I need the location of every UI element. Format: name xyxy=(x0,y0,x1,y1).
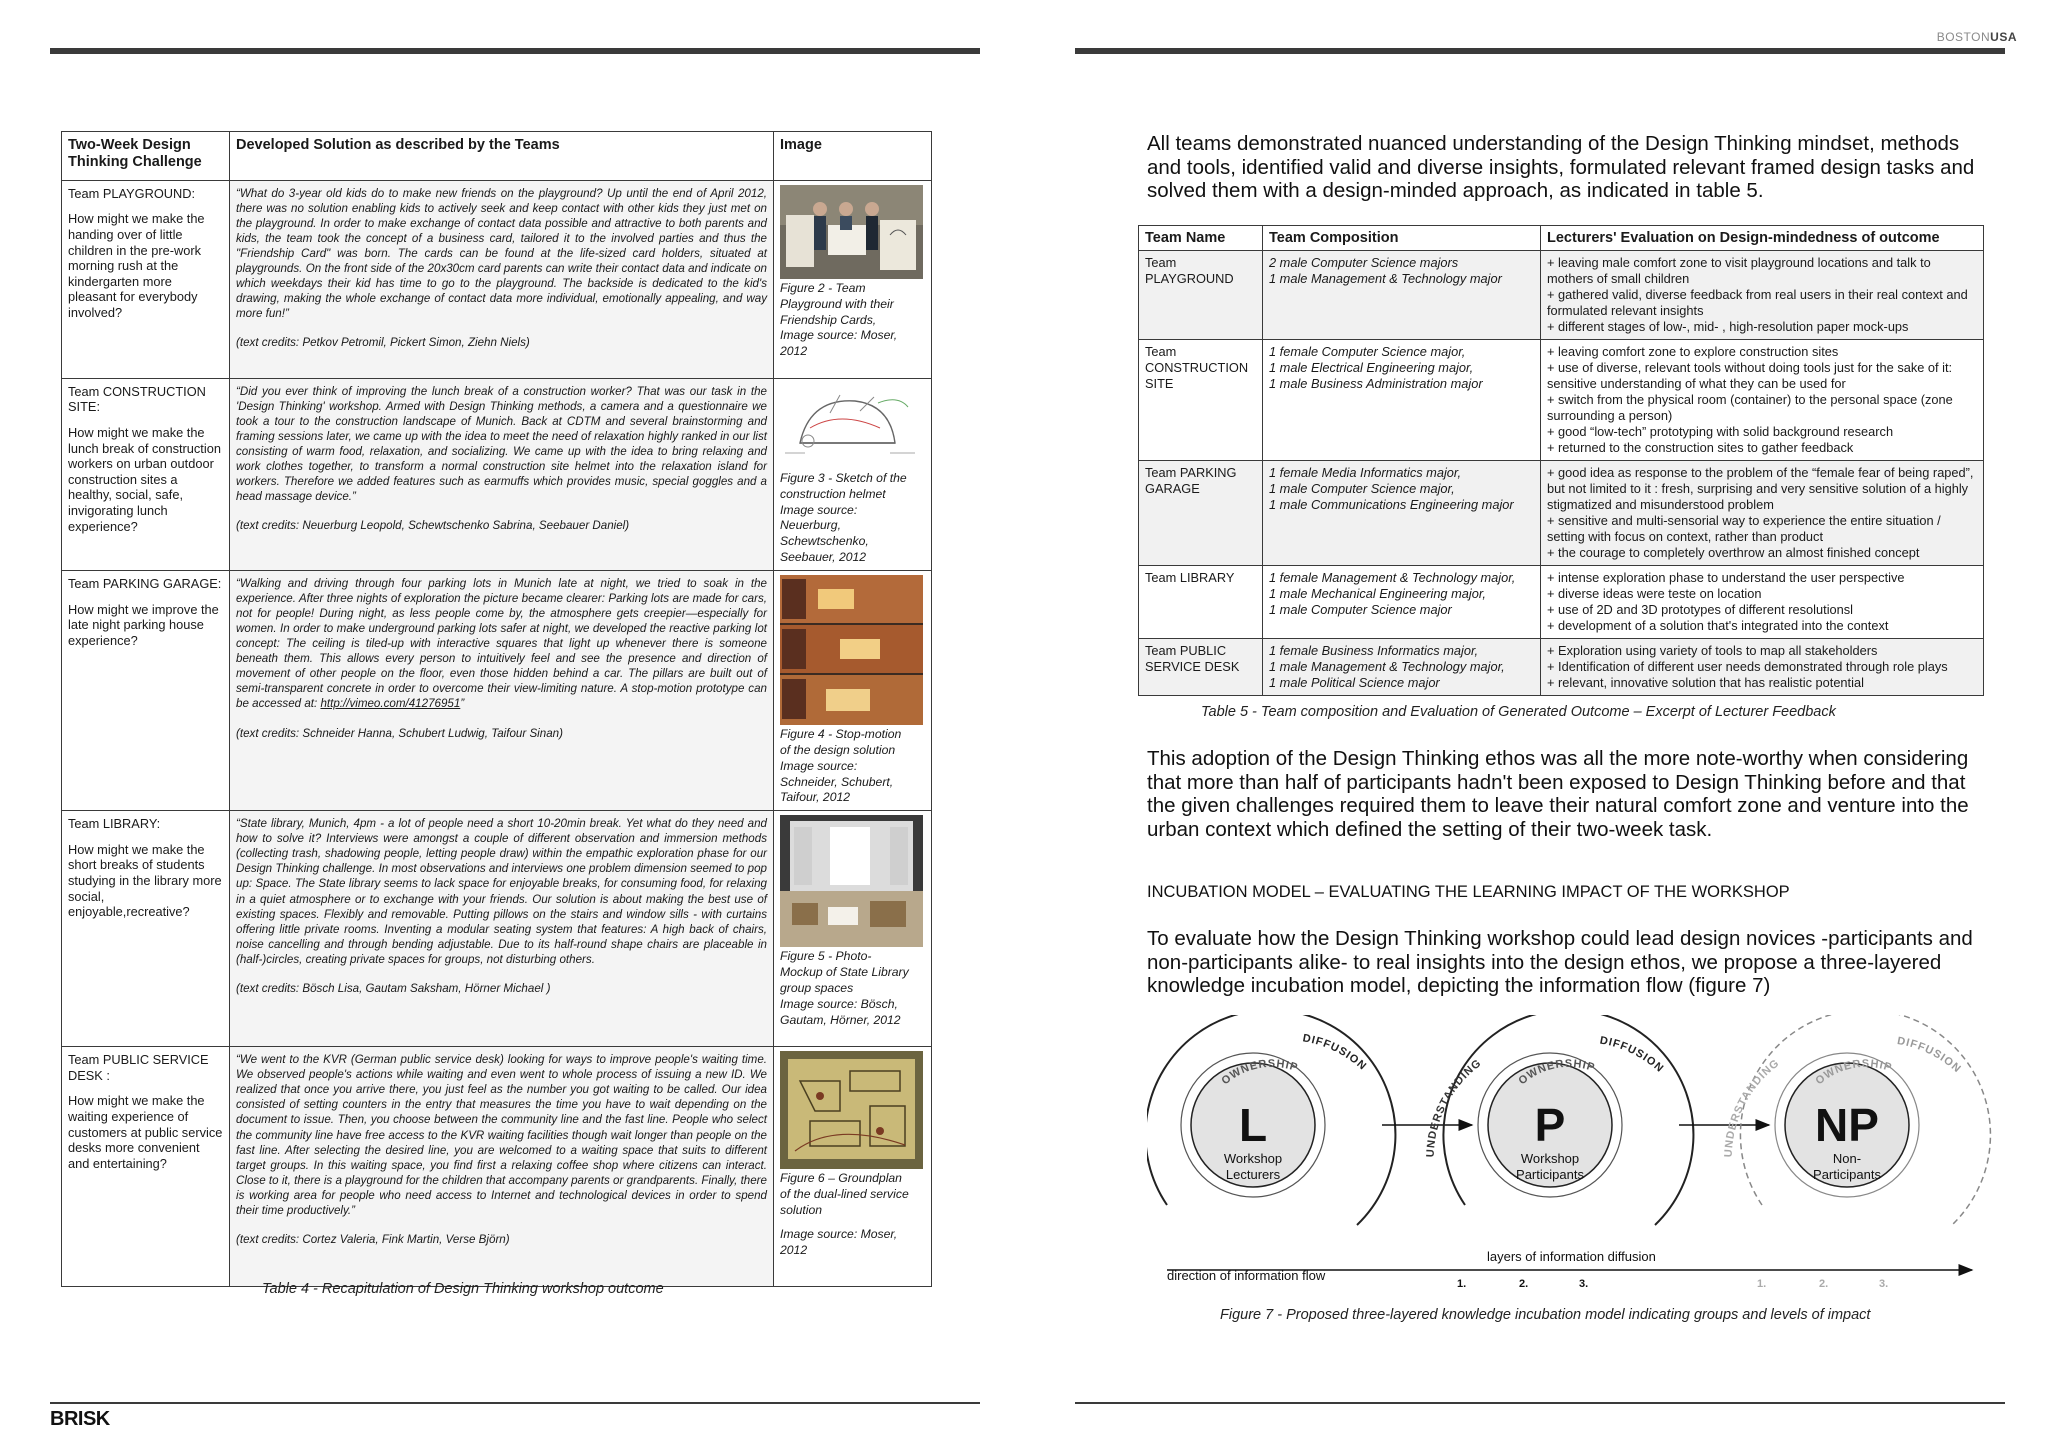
top-rule xyxy=(1075,48,2005,54)
svg-text:2.: 2. xyxy=(1519,1278,1529,1290)
left-page xyxy=(0,0,1000,1448)
solution-cell xyxy=(230,180,774,378)
table-row xyxy=(1139,460,1984,565)
top-rule xyxy=(50,48,980,54)
challenge-cell xyxy=(62,570,230,810)
challenge-question: How might we make the lunch break of construction workers on urban outdoor construction sites a healthy, social, safe, invigorating lunch experience? xyxy=(68,425,221,534)
helmet-sketch-icon xyxy=(780,383,923,465)
svg-text:Workshop: Workshop xyxy=(1520,1151,1580,1166)
evaluation-cell: + leaving male comfort zone to visit playground locations and talk to mothers of small children + gathered valid, diverse feedback from real users in their real context and formulated relevant insights + different stages of low-, mid- , high-resolution paper mock-ups xyxy=(1541,251,1984,340)
svg-text:Participants: Participants xyxy=(1516,1167,1584,1182)
direction-label: direction of information flow xyxy=(1167,1268,1326,1283)
table-4 xyxy=(61,131,932,1287)
team-name-cell: Team PARKING GARAGE xyxy=(1139,460,1263,565)
figure-caption: Figure 4 - Stop-motion of the design solution Image source: Schneider, Schubert, Taifour, 2012 xyxy=(780,726,902,805)
team-photo-icon xyxy=(780,185,923,279)
evaluation-paragraph: To evaluate how the Design Thinking workshop could lead design novices -participants and non-participants alike- to real insights into the design ethos, we propose a three-layered knowledge incubation model, depicting the information flow (figure 7) xyxy=(1147,927,1973,998)
svg-text:OWNERSHIP: OWNERSHIP xyxy=(1516,1057,1597,1088)
challenge-question: How might we make the waiting experience of customers at public service desks more convenient and entertaining? xyxy=(68,1093,223,1171)
composition-cell: 2 male Computer Science majors 1 male Management & Technology major xyxy=(1263,251,1541,340)
table-row xyxy=(62,811,932,1047)
table-header-row xyxy=(62,132,932,181)
header-solution: Developed Solution as described by the Teams xyxy=(230,132,774,181)
header-challenge: Two-Week Design Thinking Challenge xyxy=(62,132,230,181)
table-row xyxy=(62,570,932,810)
layer-numbers xyxy=(1457,1278,1588,1290)
svg-text:OWNERSHIP: OWNERSHIP xyxy=(1813,1057,1894,1088)
header-image: Image xyxy=(774,132,932,181)
table-row xyxy=(62,1047,932,1287)
layers-label: layers of information diffusion xyxy=(1487,1249,1656,1264)
table-row xyxy=(1139,638,1984,695)
header-lecturer-evaluation: Lecturers' Evaluation on Design-mindedness of outcome xyxy=(1541,226,1984,251)
image-cell xyxy=(774,1047,932,1287)
stop-motion-frames-icon xyxy=(780,575,923,725)
svg-text:1.: 1. xyxy=(1457,1278,1467,1290)
bottom-rule xyxy=(1075,1402,2005,1404)
solution-text: “We went to the KVR (German public service desk) looking for ways to improve people's waiting time. We observed people's actions while waiting and even went to whole process of issuing a new ID. We realized that once you arrive there, you just feel as the number you got waiting to be called. Our idea consisted of setting counters in the entry that measures the time you have to wait depending on the document to issue. Then, you choose between the community line and the fast line. People who select the community line have free access to the KVR waiting facilities though wait longer than people on the fast line. After selecting the desired line, you are welcomed to a waiting space that suits to different target groups. In this waiting space, you find first a relaxing coffee shop where citizens can interact. Close to it, there is a playground for the children that accompany parents or grandparents. Finally, there is working area for people who need access to Internet and technological devices in order to spend their time productively.” xyxy=(236,1053,767,1217)
image-cell xyxy=(774,570,932,810)
svg-text:1.: 1. xyxy=(1757,1278,1767,1290)
figure-caption: Figure 3 - Sketch of the construction helmet Image source: Neuerburg, Schewtschenko, Seebauer, 2012 xyxy=(780,470,907,565)
team-name: Team PARKING GARAGE: xyxy=(68,575,222,591)
text-credit: (text credits: Neuerburg Leopold, Schewtschenko Sabrina, Seebauer Daniel) xyxy=(236,519,630,533)
solution-cell xyxy=(230,570,774,810)
table-5 xyxy=(1138,225,1984,696)
table-row xyxy=(62,180,932,378)
challenge-cell xyxy=(62,811,230,1047)
team-name-cell: Team CONSTRUCTION SITE xyxy=(1139,339,1263,460)
solution-cell xyxy=(230,378,774,570)
challenge-cell xyxy=(62,180,230,378)
challenge-cell xyxy=(62,378,230,570)
header-brand: BOSTONUSA xyxy=(1936,30,2017,44)
svg-text:3.: 3. xyxy=(1579,1278,1589,1290)
team-name-cell: Team PLAYGROUND xyxy=(1139,251,1263,340)
incubation-model-diagram xyxy=(1147,1015,1997,1305)
layer-numbers-np xyxy=(1757,1278,1888,1290)
table-5-caption: Table 5 - Team composition and Evaluation of Generated Outcome – Excerpt of Lecturer Feedback xyxy=(1201,704,1836,720)
svg-text:2.: 2. xyxy=(1819,1278,1829,1290)
node-participants xyxy=(1425,1015,1694,1225)
evaluation-cell: + good idea as response to the problem of the “female fear of being raped”, but not limited to it : fresh, surprising and very sensitive solution of a highly stigmatized and misunderstood problem + sensitive and multi-sensorial way to experience the entire situation / setting with focus on context, rather than product + the courage to completely overthrow an almost finished concept xyxy=(1541,460,1984,565)
node-lecturers xyxy=(1147,1015,1395,1225)
svg-text:Workshop: Workshop xyxy=(1223,1151,1283,1166)
section-heading: INCUBATION MODEL – EVALUATING THE LEARNING IMPACT OF THE WORKSHOP xyxy=(1147,883,1790,901)
solution-text: “State library, Munich, 4pm - a lot of people need a short 10-20min break. Yet what do they need and how to solve it? Interviews were amongst a couple of different observation and immersion methods (collecting trash, shadowing people, letting people draw) within the empathic exploration phase for our Design Thinking challenge. In most observations and interviews one problem dimension seemed to pop up: Space. The State library seems to lack space for enjoyable breaks, for consuming food, for relaxing in a quiet atmosphere or to exchange with your friends. Our solution is about making the best use of existing spaces. Flexibly and removable. Putting pillows on the stairs and window sills - with curtains offering little private rooms. Inventing a modular seating system that features: A high back of chairs, noise cancelling and through bending adjustable. Due to its half-round shape chairs are placeable in (half-)circles, creating private spaces for groups, not disturbing others. xyxy=(236,817,767,966)
image-cell xyxy=(774,378,932,570)
team-name: Team LIBRARY: xyxy=(68,816,161,832)
svg-text:3.: 3. xyxy=(1879,1278,1889,1290)
table-header-row xyxy=(1139,226,1984,251)
figure-7-caption: Figure 7 - Proposed three-layered knowledge incubation model indicating groups and levels of impact xyxy=(1220,1307,1871,1323)
solution-text: “What do 3-year old kids do to make new friends on the playground? Up until the end of April 2012, there was no solution enabling kids to actively seek and keep contact with other kids they just met on the playground. In order to make exchange of contact data possible and attractive to both parents and kids, the team took the concept of a business card, tailored it to the involved parties and thus the "Friendship Card" was born. The cards can be found at the life-sized card holders, situated at playgrounds. On the front side of the 20x30cm card parents can write their contact data and indicate on which weekdays their kid has time to go to the playground. The backside is dedicated to the kid's drawing, making the whole exchange of contact data more individual, emotionally appealing, and way more fun!” xyxy=(236,186,767,321)
composition-cell: 1 female Business Informatics major, 1 male Management & Technology major, 1 male Political Science major xyxy=(1263,638,1541,695)
text-credit: (text credits: Bösch Lisa, Gautam Saksham, Hörner Michael ) xyxy=(236,981,551,995)
team-name: Team CONSTRUCTION SITE: xyxy=(68,383,206,415)
challenge-question: How might we make the short breaks of students studying in the library more social, enjoyable,recreative? xyxy=(68,841,222,920)
node-letter: L xyxy=(1238,1099,1268,1151)
solution-cell xyxy=(230,811,774,1047)
intro-paragraph: All teams demonstrated nuanced understanding of the Design Thinking mindset, methods and tools, identified valid and diverse insights, formulated relevant framed design tasks and solved them with a design-minded approach, as indicated in table 5. xyxy=(1147,132,1975,203)
solution-cell xyxy=(230,1047,774,1287)
svg-text:Lecturers: Lecturers xyxy=(1225,1167,1281,1182)
table-4-caption: Table 4 - Recapitulation of Design Thinking workshop outcome xyxy=(262,1281,664,1297)
header-team-composition: Team Composition xyxy=(1263,226,1541,251)
svg-text:Participants: Participants xyxy=(1813,1167,1881,1182)
table-row xyxy=(1139,251,1984,340)
team-name-cell: Team LIBRARY xyxy=(1139,565,1263,638)
library-mockup-icon xyxy=(780,815,923,947)
figure-caption: Figure 5 - Photo- Mockup of State Library group spaces Image source: Bösch, Gautam, Hörner, 2012 xyxy=(780,949,909,1027)
figure-caption: Figure 2 - Team Playground with their Friendship Cards, Image source: Moser, 2012 xyxy=(780,280,898,359)
team-name: Team PUBLIC SERVICE DESK : xyxy=(68,1052,209,1083)
adoption-paragraph: This adoption of the Design Thinking ethos was all the more note-worthy when considering that more than half of participants hadn't been exposed to Design Thinking before and that the given challenges required them to leave their natural comfort zone and venture into the urban context which defined the setting of their two-week task. xyxy=(1147,747,1969,841)
team-name: Team PLAYGROUND: xyxy=(68,185,196,201)
table-row xyxy=(1139,565,1984,638)
svg-text:UNDERSTANDING: UNDERSTANDING xyxy=(1424,1057,1484,1158)
image-cell xyxy=(774,180,932,378)
evaluation-cell: + Exploration using variety of tools to map all stakeholders + Identification of different user needs demonstrated through role plays + relevant, innovative solution that has realistic potential xyxy=(1541,638,1984,695)
footer-brand-logo: BRISK xyxy=(50,1408,110,1430)
composition-cell: 1 female Computer Science major, 1 male Electrical Engineering major, 1 male Business Administration major xyxy=(1263,339,1541,460)
svg-text:DIFFUSION: DIFFUSION xyxy=(1301,1032,1369,1073)
text-credit: (text credits: Cortez Valeria, Fink Martin, Verse Björn) xyxy=(236,1232,510,1246)
groundplan-icon xyxy=(780,1051,923,1169)
bottom-rule xyxy=(50,1402,980,1404)
figure-caption: Figure 6 – Groundplan of the dual-lined service solution Image source: Moser, 2012 xyxy=(780,1171,909,1257)
challenge-cell xyxy=(62,1047,230,1287)
composition-cell: 1 female Media Informatics major, 1 male Computer Science major, 1 male Communications Engineering major xyxy=(1263,460,1541,565)
table-row xyxy=(1139,339,1984,460)
svg-text:NP: NP xyxy=(1815,1099,1879,1151)
image-cell xyxy=(774,811,932,1047)
svg-text:P: P xyxy=(1534,1099,1566,1151)
header-team-name: Team Name xyxy=(1139,226,1263,251)
svg-text:Non-: Non- xyxy=(1832,1151,1862,1166)
composition-cell: 1 female Management & Technology major, 1 male Mechanical Engineering major, 1 male Computer Science major xyxy=(1263,565,1541,638)
solution-text: “Walking and driving through four parking lots in Munich late at night, we tried to soak in the experience. After three nights of exploration the picture became clearer: Parking lots are made for cars, not for people! During night, as less people come by, the atmosphere gets creepier—especially for women. In order to make underground parking lots safer at night, we developed the reactive parking lot concept: The ceiling is tiled-up with interactive squares that light up whenever there is someone beneath them. This allows every person to intuitively feel and see the presence and direction of movement of other people on the floor, even those hidden behind a car. The pillars are built out of semi-transparent concrete in order to overcome their view-limiting nature. A stop-motion prototype can be accessed at: http://vimeo.com/41276951” xyxy=(236,576,767,711)
svg-text:UNDERSTANDING: UNDERSTANDING xyxy=(1722,1057,1782,1158)
svg-text:DIFFUSION: DIFFUSION xyxy=(1598,1034,1666,1076)
evaluation-cell: + leaving comfort zone to explore construction sites + use of diverse, relevant tools without doing tools just for the sake of it: sensitive understanding of what they can be used for + switch from the physical room (container) to the personal space (zone surrounding a person) + good “low-tech” prototyping with solid background research + returned to the construction sites to gather feedback xyxy=(1541,339,1984,460)
challenge-question: How might we improve the late night parking house experience? xyxy=(68,601,219,648)
node-non-participants xyxy=(1723,1015,1991,1225)
svg-text:OWNERSHIP: OWNERSHIP xyxy=(1219,1057,1300,1088)
vimeo-link[interactable]: http://vimeo.com/41276951 xyxy=(320,697,461,711)
evaluation-cell: + intense exploration phase to understand the user perspective + diverse ideas were teste on location + use of 2D and 3D prototypes of different resolutionsl + development of a solution that's integrated into the context xyxy=(1541,565,1984,638)
table-row xyxy=(62,378,932,570)
text-credit: (text credits: Schneider Hanna, Schubert Ludwig, Taifour Sinan) xyxy=(236,726,563,740)
challenge-question: How might we make the handing over of little children in the pre-work morning rush at the kindergarten more pleasant for everybody involved? xyxy=(68,211,205,321)
text-credit: (text credits: Petkov Petromil, Pickert Simon, Ziehn Niels) xyxy=(236,336,530,350)
solution-text: “Did you ever think of improving the lunch break of a construction worker? That was our task in the 'Design Thinking' workshop. Armed with Design Thinking methods, a camera and a questionnaire we took a tour to the construction landscape of Munich. Back at CDTM and several brainstorming and framing sessions later, we came up with the idea to meet the need of relaxation highly ranked in our list consisting of warm food, relaxation, and socializing. We came up with the idea to bring relaxing and work clothes together, to transform a normal construction site helmet into the relaxation island for workers. Therefore we added features such as earmuffs which provides music, special goggles and a head massage device.” xyxy=(236,384,767,504)
svg-text:DIFFUSION: DIFFUSION xyxy=(1896,1034,1964,1076)
team-name-cell: Team PUBLIC SERVICE DESK xyxy=(1139,638,1263,695)
right-page xyxy=(1075,0,2048,1448)
